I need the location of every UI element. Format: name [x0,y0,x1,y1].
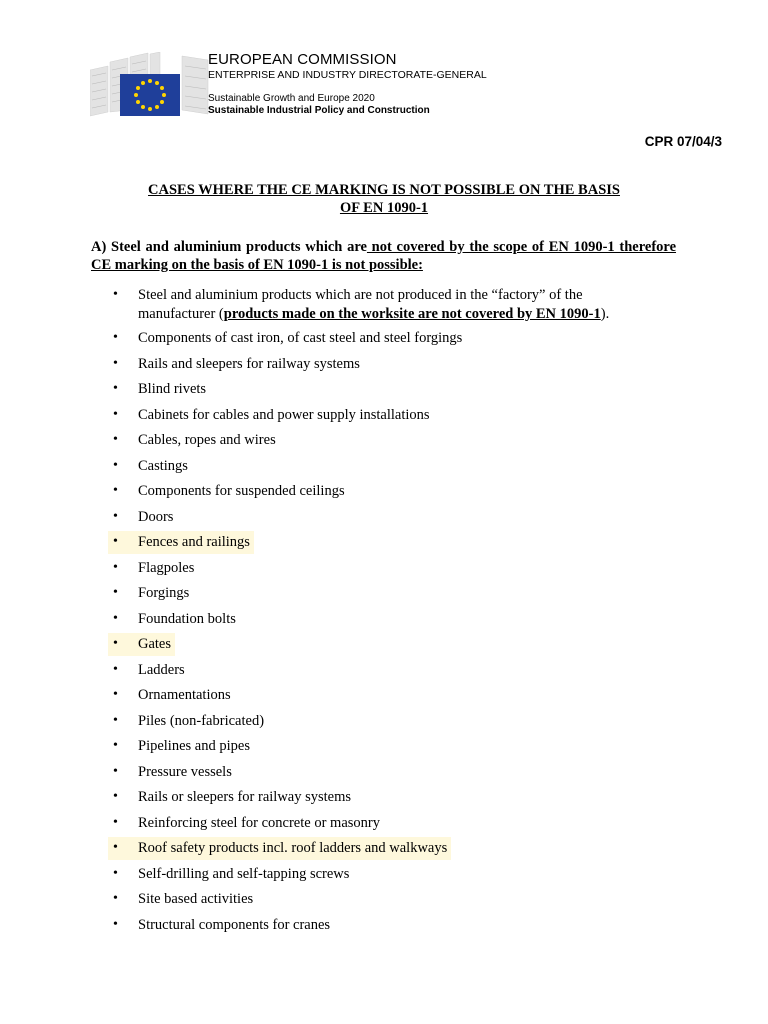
item-text: Cabinets for cables and power supply installations [138,406,430,423]
item-text: Structural components for cranes [138,916,331,933]
item-text: Blind rivets [138,381,207,397]
item-text: Gates [138,636,172,652]
bullet-icon: • [113,381,118,396]
item-text: Ladders [138,661,185,678]
list-item [0,508,768,534]
document-reference: CPR 07/04/3 [644,134,722,149]
list-item [0,635,768,661]
title-line-1: CASES WHERE THE CE MARKING IS NOT POSSIBLE ON THE BASIS [148,182,620,198]
list-item [0,329,768,355]
document-title [90,181,678,217]
bullet-icon: • [113,840,118,855]
item-text: Foundation bolts [138,610,236,627]
list-item [0,482,768,508]
list-item [0,865,768,891]
item-text: Site based activities [138,891,254,907]
item-text: Rails or sleepers for railway systems [138,789,352,805]
item-text: Pressure vessels [138,763,232,780]
item-text: Castings [138,457,188,474]
list-item [0,584,768,610]
bullet-icon: • [113,712,118,728]
item-text: Fences and railings [138,534,250,550]
section-a-prefix: A) Steel and aluminium products which are [91,239,367,255]
bullet-icon: • [113,891,118,906]
list-item [0,286,768,329]
bullet-icon: • [113,738,118,753]
bullet-icon: • [113,916,118,932]
item-text: Ornamentations [138,687,231,703]
bullet-icon: • [113,330,118,345]
section-a-underlined: not covered by the scope of EN 1090-1 therefore CE marking on the basis of EN 1090-1 is not possible: [91,239,677,273]
list-item [0,890,768,916]
list-item [0,788,768,814]
item-text: Components for suspended ceilings [138,483,345,499]
list-item [0,839,768,865]
bullet-icon: • [113,287,118,302]
item-text-line-2 [138,305,609,323]
list-item [0,431,768,457]
list-item [0,457,768,483]
bullet-icon: • [113,585,118,600]
section-a-heading [91,238,676,274]
eu-flag-icon [90,52,210,118]
item-text-suffix: ). [600,306,610,322]
item-text: Flagpoles [138,559,195,576]
list-item [0,533,768,559]
product-list [0,286,768,941]
item-text-prefix: manufacturer ( [138,306,224,322]
list-item [0,661,768,687]
item-text: Piles (non-fabricated) [138,712,265,729]
title-line-2: OF EN 1090-1 [339,200,429,216]
bullet-icon: • [113,789,118,804]
list-item [0,763,768,789]
item-text: Components of cast iron, of cast steel and steel forgings [138,330,463,346]
item-text: Rails and sleepers for railway systems [138,355,360,372]
item-text-emphasis: products made on the worksite are not covered by EN 1090-1 [223,306,601,322]
item-text: Roof safety products incl. roof ladders and walkways [138,840,448,856]
bullet-icon: • [113,763,118,779]
bullet-icon: • [113,814,118,830]
list-item [0,916,768,942]
letterhead [208,51,487,117]
bullet-icon: • [113,534,118,549]
item-text: Self-drilling and self-tapping screws [138,865,350,882]
list-item [0,355,768,381]
list-item [0,686,768,712]
bullet-icon: • [113,636,118,651]
bullet-icon: • [113,661,118,677]
bullet-icon: • [113,483,118,498]
list-item [0,712,768,738]
item-text-line-1: Steel and aluminium products which are not produced in the “factory” of the [138,287,583,303]
item-text: Reinforcing steel for concrete or masonry [138,814,380,831]
bullet-icon: • [113,457,118,473]
list-item [0,814,768,840]
item-text: Doors [138,508,174,525]
subunit-name: Sustainable Industrial Policy and Construction [208,105,430,116]
list-item [0,737,768,763]
eu-commission-logo [90,52,210,118]
item-text: Cables, ropes and wires [138,432,276,448]
bullet-icon: • [113,432,118,447]
directorate-name: ENTERPRISE AND INDUSTRY DIRECTORATE-GENERAL [208,69,487,81]
bullet-icon: • [113,610,118,626]
item-text: Forgings [138,585,190,601]
bullet-icon: • [113,559,118,575]
bullet-icon: • [113,865,118,881]
organization-name: EUROPEAN COMMISSION [208,51,397,68]
list-item [0,380,768,406]
list-item [0,406,768,432]
list-item [0,559,768,585]
list-item [0,610,768,636]
bullet-icon: • [113,355,118,371]
unit-name: Sustainable Growth and Europe 2020 [208,93,375,104]
bullet-icon: • [113,687,118,702]
bullet-icon: • [113,508,118,524]
item-text: Pipelines and pipes [138,738,250,754]
bullet-icon: • [113,406,118,422]
